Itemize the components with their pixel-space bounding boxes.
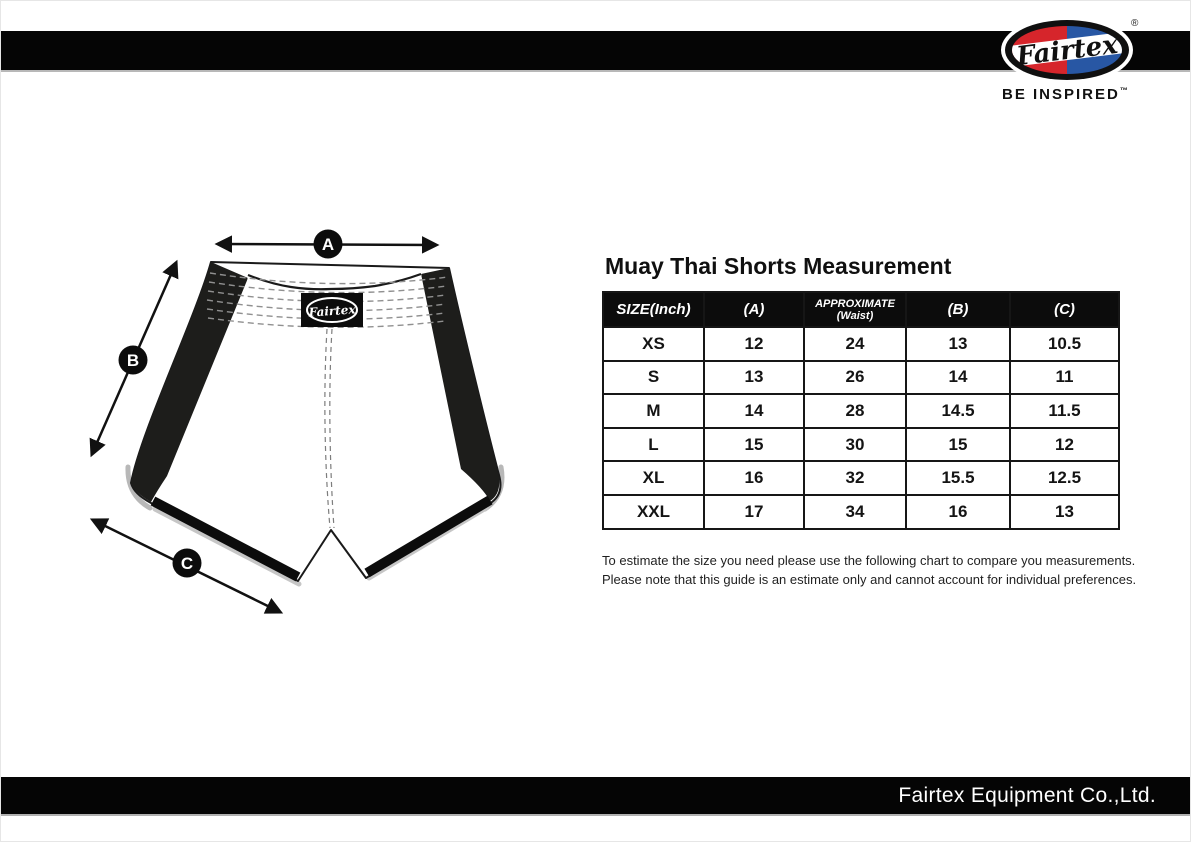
value-cell: 13 [1010,495,1119,529]
value-cell: 14 [704,394,804,428]
value-cell: 13 [704,361,804,395]
value-cell: 26 [804,361,906,395]
value-cell: 12 [1010,428,1119,462]
value-cell: 34 [804,495,906,529]
footer-bar [1,777,1191,816]
shorts-diagram [71,206,571,636]
size-cell: S [603,361,704,395]
value-cell: 12 [704,327,804,361]
note-line-1: To estimate the size you need please use the following chart to compare you measurements. [602,553,1136,568]
fairtex-logo-icon [1000,14,1140,86]
size-cell: XS [603,327,704,361]
size-table-header [603,292,1119,327]
value-cell: 30 [804,428,906,462]
company-name: Fairtex Equipment Co.,Ltd. [898,783,1156,807]
value-cell: 11 [1010,361,1119,395]
value-cell: 15 [704,428,804,462]
page-title: Muay Thai Shorts Measurement [605,253,952,279]
value-cell: 10.5 [1010,327,1119,361]
note-line-2: Please note that this guide is an estimate only and cannot account for individual preferences. [602,571,1137,587]
size-table-body [603,327,1119,529]
table-row [603,327,1119,361]
registered-mark: ® [1131,18,1139,29]
value-cell: 15 [906,428,1010,462]
value-cell: 32 [804,461,906,495]
table-row [603,428,1119,462]
trademark-mark: ™ [1119,86,1128,95]
value-cell: 28 [804,394,906,428]
logo-wordmark: Fairtex [1014,29,1120,73]
measure-arrow-a [218,230,436,259]
value-cell: 12.5 [1010,461,1119,495]
size-table [602,291,1120,530]
size-cell: M [603,394,704,428]
value-cell: 13 [906,327,1010,361]
brand-tagline: BE INSPIRED™ [1002,86,1128,103]
value-cell: 15.5 [906,461,1010,495]
sizing-note [602,552,1142,589]
value-cell: 17 [704,495,804,529]
table-row [603,495,1119,529]
value-cell: 16 [906,495,1010,529]
col-b: (B) [906,292,1010,327]
arrow-a-letter: A [321,235,335,254]
table-row [603,461,1119,495]
size-cell: XXL [603,495,704,529]
table-row [603,394,1119,428]
table-row [603,361,1119,395]
col-size: SIZE(Inch) [603,292,704,327]
col-a: (A) [704,292,804,327]
value-cell: 14.5 [906,394,1010,428]
size-cell: XL [603,461,704,495]
col-c: (C) [1010,292,1119,327]
value-cell: 14 [906,361,1010,395]
waistband-brand-label [301,293,363,327]
arrow-b-letter: B [126,351,140,370]
waistband-label-text: Fairtex [308,302,356,320]
size-cell: L [603,428,704,462]
value-cell: 16 [704,461,804,495]
arrow-c-letter: C [180,554,194,573]
value-cell: 11.5 [1010,394,1119,428]
col-approx-waist: APPROXIMATE (Waist) [804,292,906,327]
value-cell: 24 [804,327,906,361]
